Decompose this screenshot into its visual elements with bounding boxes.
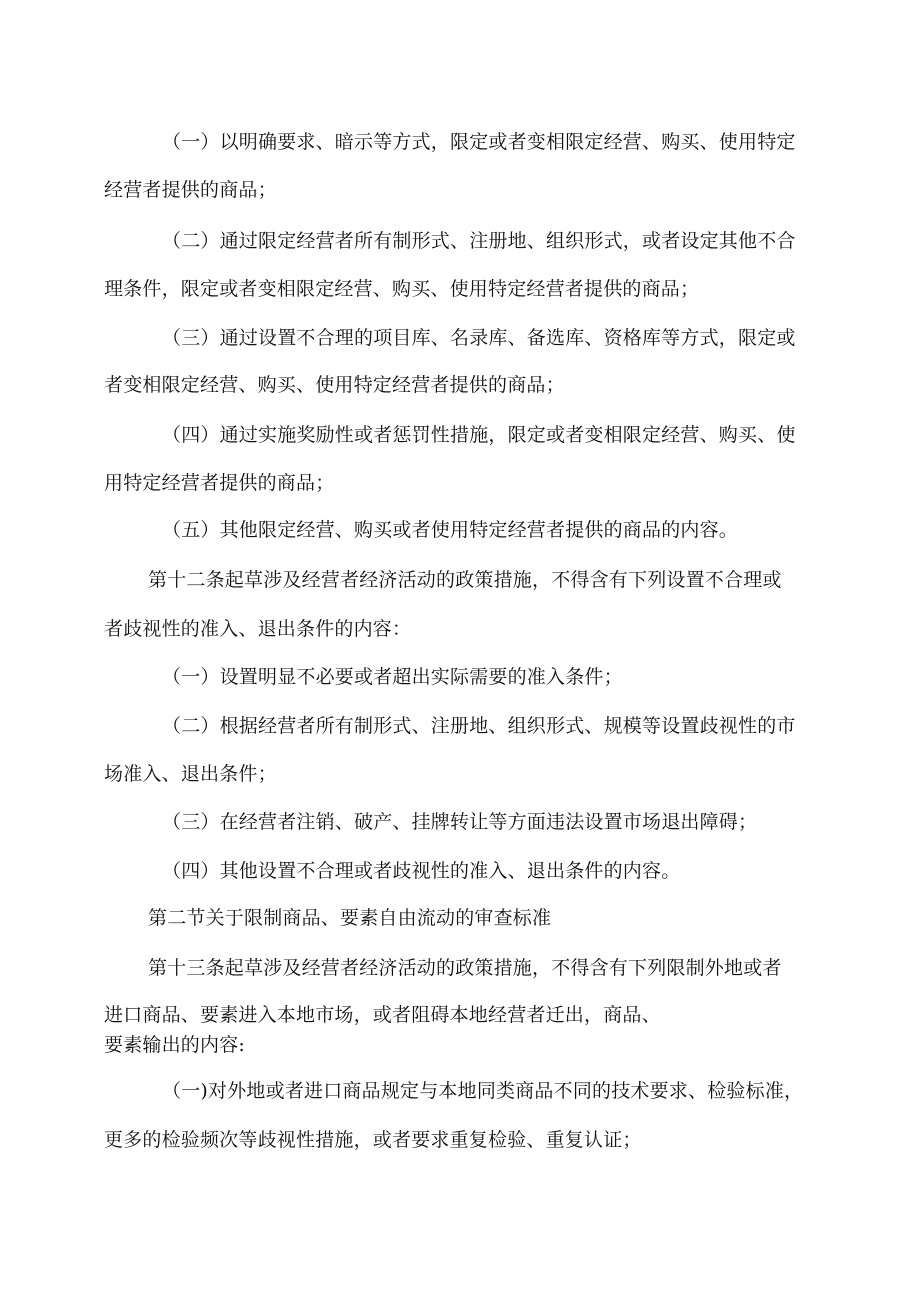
text-line: （二）根据经营者所有制形式、注册地、组织形式、规模等设置歧视性的市	[162, 715, 796, 737]
text-line: 第十三条起草涉及经营者经济活动的政策措施，不得含有下列限制外地或者	[148, 957, 782, 979]
text-line: （五）其他限定经营、购买或者使用特定经营者提供的商品的内容。	[162, 519, 739, 541]
text-line: （一）以明确要求、暗示等方式，限定或者变相限定经营、购买、使用特定	[162, 131, 796, 153]
section-heading: 第二节关于限制商品、要素自由流动的审查标准	[148, 907, 552, 929]
text-line: （一)对外地或者进口商品规定与本地同类商品不同的技术要求、检验标准，	[162, 1080, 804, 1102]
text-line: 要素输出的内容:	[104, 1034, 246, 1056]
text-line: 者歧视性的准入、退出条件的内容：	[104, 618, 412, 640]
text-line: 第十二条起草涉及经营者经济活动的政策措施，不得含有下列设置不合理或	[148, 569, 782, 591]
text-line: 进口商品、要素进入本地市场，或者阻碍本地经营者迁出，商品、	[104, 1004, 661, 1026]
text-line: （一）设置明显不必要或者超出实际需要的准入条件；	[162, 666, 623, 688]
text-line: 场准入、退出条件；	[104, 763, 277, 785]
text-line: （二）通过限定经营者所有制形式、注册地、组织形式，或者设定其他不合	[162, 230, 796, 252]
text-line: （四）其他设置不合理或者歧视性的准入、退出条件的内容。	[162, 860, 681, 882]
text-line: 更多的检验频次等歧视性措施，或者要求重复检验、重复认证；	[104, 1129, 642, 1151]
text-line: 理条件，限定或者变相限定经营、购买、使用特定经营者提供的商品；	[104, 278, 700, 300]
text-line: 者变相限定经营、购买、使用特定经营者提供的商品；	[104, 374, 565, 396]
text-line: 经营者提供的商品；	[104, 179, 277, 201]
text-line: （四）通过实施奖励性或者惩罚性措施，限定或者变相限定经营、购买、使	[162, 424, 796, 446]
text-line: 用特定经营者提供的商品；	[104, 472, 335, 494]
text-line: （三）在经营者注销、破产、挂牌转让等方面违法设置市场退出障碍；	[162, 811, 758, 833]
text-line: （三）通过设置不合理的项目库、名录库、备选库、资格库等方式，限定或	[162, 327, 796, 349]
